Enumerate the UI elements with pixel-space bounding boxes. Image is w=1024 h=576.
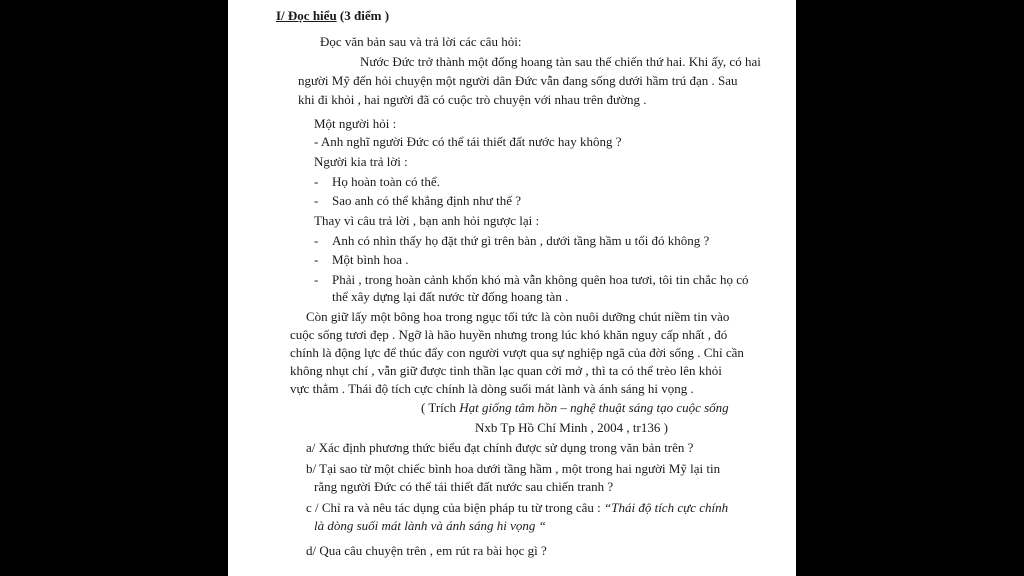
question-b-line-1: b/ Tại sao từ một chiếc bình hoa dưới tầng hầm , một trong hai người Mỹ lại tin: [306, 461, 721, 476]
counter-line-3: - Phải , trong hoàn cảnh khốn khó mà vẫn không quên hoa tươi, tôi tin chắc họ có: [314, 272, 749, 287]
section-points: (3 điểm ): [339, 8, 390, 23]
intro-line: Đọc văn bản sau và trả lời các câu hỏi:: [320, 34, 522, 49]
story-line-3: khi đi khỏi , hai người đã có cuộc trò chuyện với nhau trên đường .: [298, 92, 647, 107]
reply-2-text: Sao anh có thể khẳng định như thế ?: [332, 193, 522, 208]
moral-line-1: Còn giữ lấy một bông hoa trong ngục tối tức là còn nuôi dưỡng chút niềm tin vào: [306, 309, 730, 324]
citation-title: Hạt giống tâm hồn – nghệ thuật sáng tạo cuộc sống: [459, 400, 729, 415]
citation-line: [421, 400, 729, 416]
question-c-prefix: c / Chỉ ra và nêu tác dụng của biện pháp tu từ trong câu :: [306, 500, 605, 515]
citation-publisher: Nxb Tp Hồ Chí Minh , 2004 , tr136 ): [475, 420, 668, 435]
citation-prefix: ( Trích: [421, 400, 460, 415]
counter-1-text: Anh có nhìn thấy họ đặt thứ gì trên bàn , dưới tầng hầm u tối đó không ?: [332, 233, 710, 248]
moral-line-4: không nhụt chí , vẫn giữ được tinh thần lạc quan cởi mở , thì ta có thể trèo lên khỏi: [290, 363, 722, 378]
question-c-quote-1: “Thái độ tích cực chính: [604, 500, 729, 515]
story-line-2: người Mỹ đến hỏi chuyện một người dân Đức vẫn đang sống dưới hầm trú đạn . Sau: [298, 73, 738, 88]
section-heading: [276, 8, 389, 24]
story-line-1: Nước Đức trở thành một đống hoang tàn sau thế chiến thứ hai. Khi ấy, có hai: [360, 54, 761, 69]
counter-line-2: - Một bình hoa .: [314, 252, 409, 267]
reply-line-2: - Sao anh có thể khẳng định như thế ?: [314, 193, 522, 208]
question-b-line-2: rằng người Đức có thể tái thiết đất nước sau chiến tranh ?: [314, 479, 614, 494]
section-title: I/ Đọc hiểu: [276, 8, 337, 23]
question-line: - Anh nghĩ người Đức có thể tái thiết đất nước hay không ?: [314, 134, 622, 149]
reply-line-1: - Họ hoàn toàn có thể.: [314, 174, 440, 189]
reply-1-text: Họ hoàn toàn có thể.: [332, 174, 440, 189]
counter-2-text: Một bình hoa .: [332, 252, 409, 267]
answer-intro: Người kia trả lời :: [314, 154, 408, 169]
counter-line-1: - Anh có nhìn thấy họ đặt thứ gì trên bàn , dưới tầng hầm u tối đó không ?: [314, 233, 710, 248]
moral-line-5: vực thẳm . Thái độ tích cực chính là dòng suối mát lành và ánh sáng hi vọng .: [290, 381, 694, 396]
question-d: d/ Qua câu chuyện trên , em rút ra bài học gì ?: [306, 543, 547, 558]
counter-line-3-cont: thể xây dựng lại đất nước từ đống hoang tàn .: [332, 289, 569, 304]
moral-line-3: chính là động lực để thúc đẩy con người vượt qua sự nghiệp ngã của đời sống . Chỉ cần: [290, 345, 744, 360]
question-c-quote-2: là dòng suối mát lành và ánh sáng hi vọng “: [314, 518, 546, 533]
moral-line-2: cuộc sống tươi đẹp . Ngỡ là hão huyền nhưng trong lúc khó khăn nguy cấp nhất , đó: [290, 327, 728, 342]
question-a: a/ Xác định phương thức biểu đạt chính được sử dụng trong văn bản trên ?: [306, 440, 694, 455]
ask-intro: Một người hỏi :: [314, 116, 397, 131]
question-c-line-2: [314, 518, 546, 534]
counter-3-text-1: Phải , trong hoàn cảnh khốn khó mà vẫn không quên hoa tươi, tôi tin chắc họ có: [332, 272, 749, 287]
document-body: [228, 0, 796, 576]
counter-intro: Thay vì câu trả lời , bạn anh hỏi ngược lại :: [314, 213, 540, 228]
scanned-page: [228, 0, 796, 576]
question-c-line-1: [306, 500, 728, 516]
